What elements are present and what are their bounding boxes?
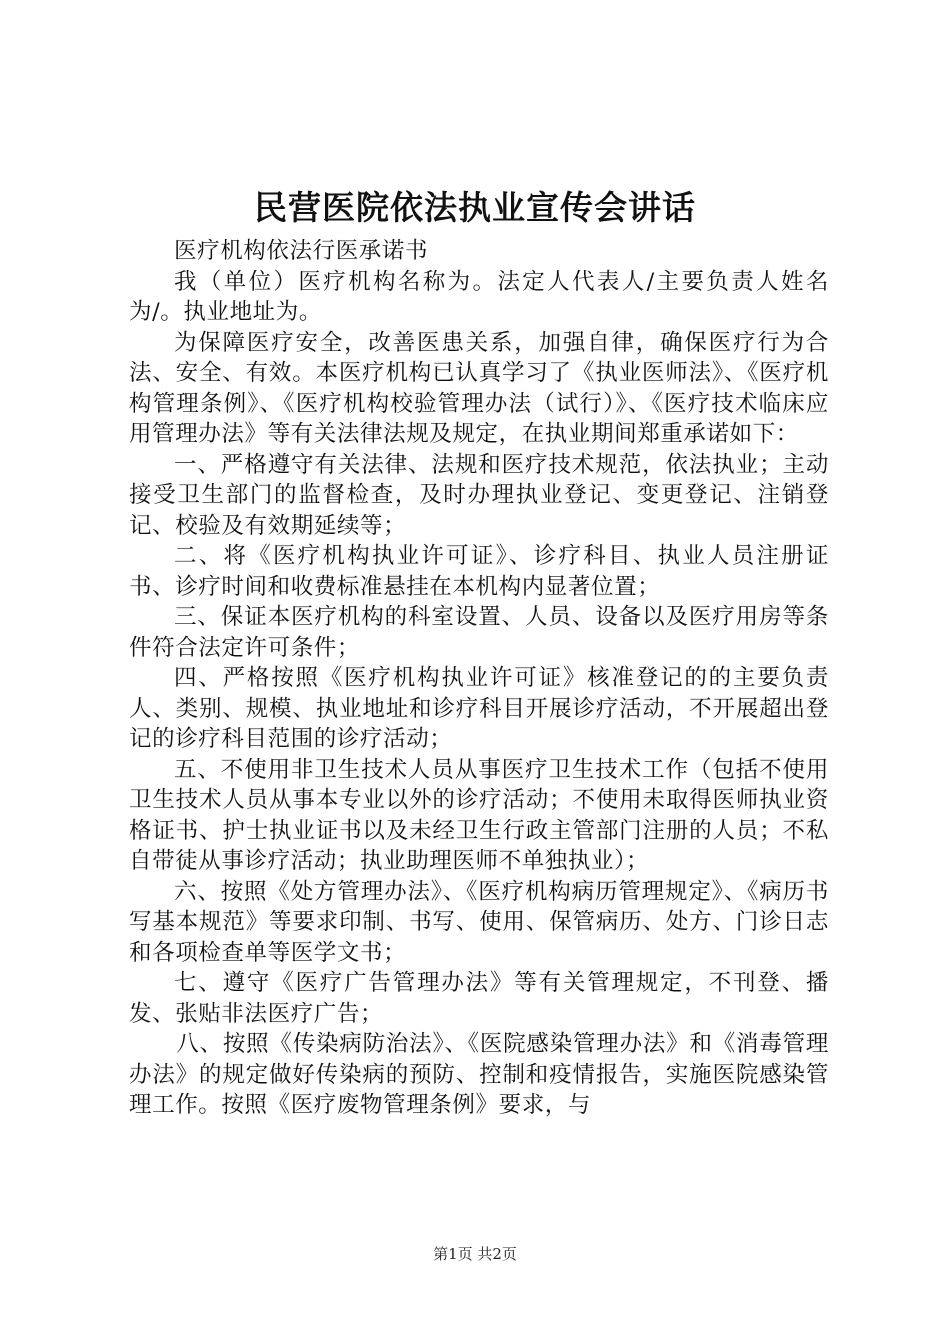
paragraph-item-5: 五、不使用非卫生技术人员从事医疗卫生技术工作（包括不使用卫生技术人员从事本专业以外的诊疗活动；不使用未取得医师执业资格证书、护士执业证书以及未经卫生行政主管部门注册的人员；不私自带徒从事诊疗活动；执业助理医师不单独执业）； bbox=[129, 756, 829, 874]
paragraph-item-7: 七、遵守《医疗广告管理办法》等有关管理规定，不刊登、播发、张贴非法医疗广告； bbox=[129, 970, 829, 1027]
paragraph-item-1: 一、严格遵守有关法律、法规和医疗技术规范，依法执业；主动接受卫生部门的监督检查，及时办理执业登记、变更登记、注销登记、校验及有效期延续等； bbox=[129, 451, 829, 539]
paragraph-heading: 医疗机构依法行医承诺书 bbox=[174, 238, 429, 264]
page-number-footer: 第1页 共2页 bbox=[433, 1245, 517, 1263]
paragraph-item-6: 六、按照《处方管理办法》、《医疗机构病历管理规定》、《病历书写基本规范》等要求印制、书写、使用、保管病历、处方、门诊日志和各项检查单等医学文书； bbox=[129, 878, 829, 966]
document-body bbox=[129, 236, 829, 1121]
paragraph-item-2: 二、将《医疗机构执业许可证》、诊疗科目、执业人员注册证书、诊疗时间和收费标准悬挂在本机构内显著位置； bbox=[129, 543, 829, 600]
paragraph-purpose: 为保障医疗安全，改善医患关系，加强自律，确保医疗行为合法、安全、有效。本医疗机构已认真学习了《执业医师法》、《医疗机构管理条例》、《医疗机构校验管理办法（试行）》、《医疗技术临床应用管理办法》等有关法律法规及规定，在执业期间郑重承诺如下： bbox=[129, 329, 829, 447]
paragraph-item-8: 八、按照《传染病防治法》、《医院感染管理办法》和《消毒管理办法》的规定做好传染病的预防、控制和疫情报告，实施医院感染管理工作。按照《医疗废物管理条例》要求，与 bbox=[129, 1031, 829, 1118]
paragraph-intro: 我（单位）医疗机构名称为。法定人代表人/主要负责人姓名为/。执业地址为。 bbox=[129, 268, 829, 325]
document-title: 民营医院依法执业宣传会讲话 bbox=[254, 188, 696, 227]
paragraph-item-3: 三、保证本医疗机构的科室设置、人员、设备以及医疗用房等条件符合法定许可条件； bbox=[129, 604, 829, 661]
paragraph-item-4: 四、严格按照《医疗机构执业许可证》核准登记的的主要负责人、类别、规模、执业地址和诊疗科目开展诊疗活动，不开展超出登记的诊疗科目范围的诊疗活动； bbox=[129, 665, 829, 752]
